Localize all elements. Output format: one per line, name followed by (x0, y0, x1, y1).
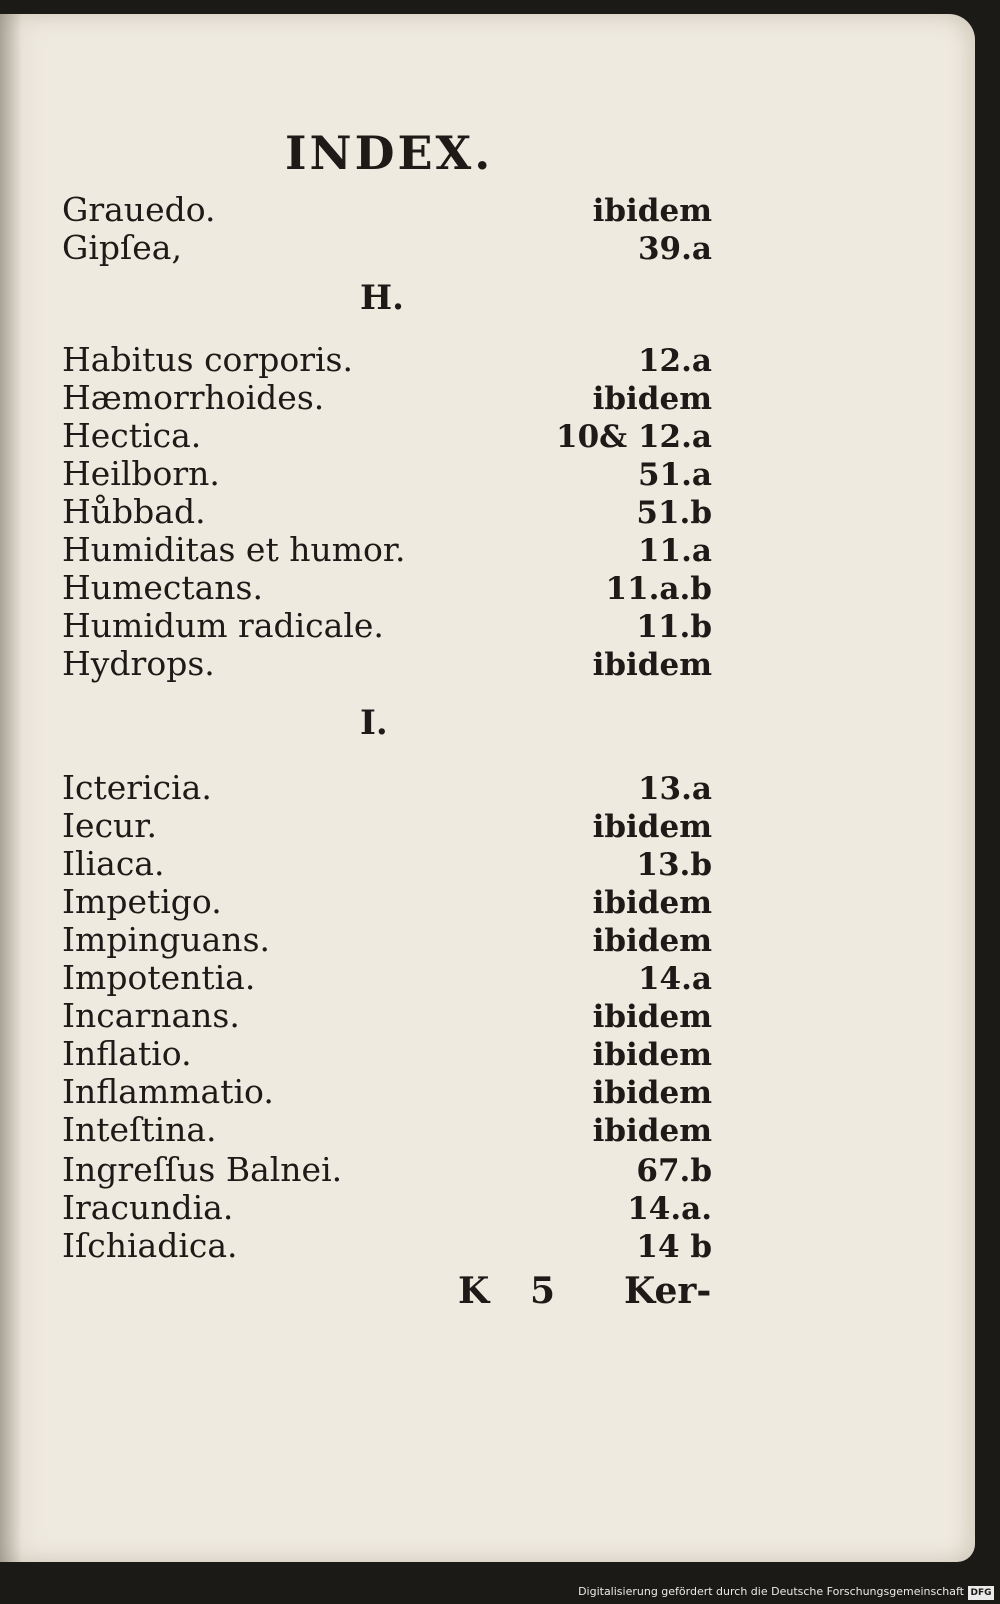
dfg-logo: DFG (968, 1586, 994, 1600)
index-entry (62, 1072, 712, 1112)
index-entry (62, 1034, 712, 1074)
section-letter: I. (360, 703, 388, 743)
index-term: Incarnans. (62, 996, 240, 1035)
index-term: Impinguans. (62, 920, 270, 959)
page-reference: 51.b (636, 495, 712, 531)
index-term: Humiditas et humor. (62, 530, 406, 569)
index-term: Inflammatio. (62, 1072, 274, 1111)
index-entry (62, 378, 712, 418)
index-entry (62, 882, 712, 922)
index-term: Humectans. (62, 568, 263, 607)
index-entry (62, 454, 712, 494)
index-entry (62, 190, 712, 230)
page-reference: ibidem (592, 1037, 712, 1073)
page-reference: 13.a (637, 771, 712, 807)
index-entry (62, 768, 712, 808)
page-reference: 11.a (637, 533, 712, 569)
index-term: Impetigo. (62, 882, 222, 921)
index-entry (62, 1150, 712, 1190)
page-reference: ibidem (592, 1113, 712, 1149)
index-term: Ingreſſus Balnei. (62, 1150, 343, 1189)
index-term: Hectica. (62, 416, 202, 455)
index-entry (62, 228, 712, 268)
index-term: Iecur. (62, 806, 157, 845)
index-term: Hæmorrhoides. (62, 378, 325, 417)
page-reference: ibidem (592, 999, 712, 1035)
digitization-credit: Digitalisierung gefördert durch die Deutsche Forschungsgemeinschaft (578, 1585, 964, 1598)
index-term: Hydrops. (62, 644, 215, 683)
index-term: Ictericia. (62, 768, 212, 807)
index-entry (62, 530, 712, 570)
page-reference: 67.b (636, 1153, 712, 1189)
page-reference: 14 b (636, 1229, 712, 1265)
index-entry (62, 416, 712, 456)
page-reference: 14.a (637, 961, 712, 997)
page-reference: ibidem (592, 923, 712, 959)
page-reference: ibidem (592, 1075, 712, 1111)
index-term: Gipſea, (62, 228, 182, 267)
page-reference: 13.b (636, 847, 712, 883)
index-term: Inflatio. (62, 1034, 192, 1073)
index-entry (62, 1188, 712, 1228)
page-reference: 39.a (637, 231, 712, 267)
index-entry (62, 1226, 712, 1266)
catchword: Ker- (624, 1270, 712, 1312)
section-letter: H. (360, 278, 404, 318)
index-term: Impotentia. (62, 958, 256, 997)
index-entry (62, 606, 712, 646)
index-entry (62, 1110, 712, 1150)
spine-shadow (0, 14, 22, 1562)
page-reference: 14.a. (627, 1191, 712, 1227)
index-term: Grauedo. (62, 190, 216, 229)
index-term: Inteſtina. (62, 1110, 217, 1149)
page-title: INDEX. (285, 126, 494, 180)
page-reference: ibidem (592, 647, 712, 683)
index-entry (62, 644, 712, 684)
page-reference: ibidem (592, 193, 712, 229)
page-reference: 12.a (637, 343, 712, 379)
index-entry (62, 958, 712, 998)
index-term: Iliaca. (62, 844, 165, 883)
page-reference: 51.a (637, 457, 712, 493)
page-reference: ibidem (592, 381, 712, 417)
index-term: Iſchiadica. (62, 1226, 238, 1265)
index-entry (62, 340, 712, 380)
index-entry (62, 996, 712, 1036)
page-reference: 11.a.b (605, 571, 712, 607)
page-reference: 10& 12.a (556, 419, 712, 455)
page-reference: ibidem (592, 885, 712, 921)
signature-mark: K (458, 1270, 490, 1312)
index-entry (62, 920, 712, 960)
page-reference: 11.b (636, 609, 712, 645)
index-term: Hůbbad. (62, 492, 206, 531)
index-term: Iracundia. (62, 1188, 234, 1227)
index-entry (62, 568, 712, 608)
page-reference: ibidem (592, 809, 712, 845)
page-number: 5 (530, 1270, 556, 1312)
index-term: Habitus corporis. (62, 340, 353, 379)
page-footer (0, 1270, 1000, 1320)
index-entry (62, 492, 712, 532)
index-entry (62, 806, 712, 846)
index-term: Humidum radicale. (62, 606, 384, 645)
index-entry (62, 844, 712, 884)
index-term: Heilborn. (62, 454, 220, 493)
